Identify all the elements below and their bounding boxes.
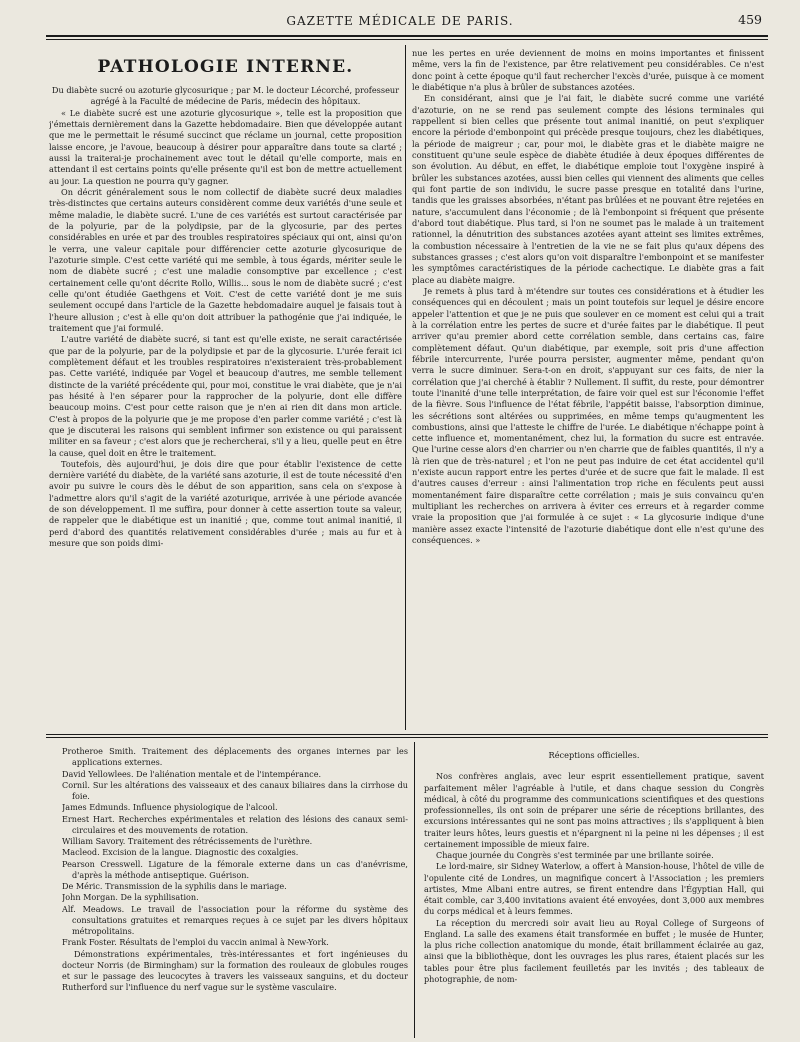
list-item: William Savory. Traitement des rétrécissements de l'urèthre. — [62, 836, 313, 846]
article-left-column — [49, 52, 402, 728]
paragraph: Toutefois, dès aujourd'hui, je dois dire que pour établir l'existence de cette dernière variété du diabète, de la variété sans azoturie, il est de toute nécessité d'en avoir pu suivre le cours dès le début de son apparition, sans cela on s'expose à l'admettre alors qu'il s'agit de la variété azoturique, arrivée à une période avancée de son développement. Il me suffira, pour donner à cette assertion toute sa valeur, de rappeler que le diabétique est un inanitié ; que, comme tout animal inanitié, il perd d'abord des quantités relativement considérables d'urée ; mais au fur et à mesure que son poids dimi- — [49, 458, 402, 549]
paragraph: Chaque journée du Congrès s'est terminée par une brillante soirée. — [436, 850, 714, 860]
column-divider-top — [405, 45, 406, 730]
list-item: De Méric. Transmission de la syphilis dans le mariage. — [62, 881, 287, 891]
paragraph: « Le diabète sucré est une azoturie glycosurique », telle est la proposition que j'émettais dernièrement dans la Gazette hebdomadaire. Bien que développée autant que me le permettait le résumé succinct que réclame un journal, cette proposition laisse encore, je l'avoue, beaucoup à désirer pour apparaître dans toute sa clarté ; aussi la traiterai-je prochainement avec tout le détail qu'elle comporte, mais en attendant il est certains points qu'elle présente qu'il est bon de mettre actuellement au jour. La question ne pourra qu'y gagner. — [49, 107, 402, 186]
list-item: Protheroe Smith. Traitement des déplacements des organes internes par les applications externes. — [62, 746, 408, 768]
article-intro: Du diabète sucré ou azoturie glycosurique ; par M. le docteur Lécorché, professeur agrégé à la Faculté de médecine de Paris, médecin des hôpitaux. — [51, 85, 400, 107]
program-list — [62, 746, 408, 1038]
header-rule — [46, 35, 768, 37]
paragraph: Le lord-maire, sir Sidney Waterlow, a offert à Mansion-house, l'hôtel de ville de l'opulente cité de Londres, un magnifique concert à l'Association ; les premiers artistes, Mme Albani entre autres, se firent entendre dans l'Égyptian Hall, qui était comble, car 3,400 invitations avaient été envoyées, dont 3,000 aux membres du corps médical et à leurs femmes. — [424, 861, 764, 917]
paragraph: Je remets à plus tard à m'étendre sur toutes ces considérations et à étudier les conséquences qui en découlent ; mais un point toutefois sur lequel je désire encore appeler l'attention et que je ne puis que soulever en ce moment est celui qui a trait à la corrélation entre les pertes de sucre et d'urée faites par le diabétique. Il peut arriver qu'au premier abord cette corrélation semble, dans certains cas, faire complètement défaut. Qu'un diabétique, par exemple, soit pris d'une affection fébrile intercurrente, l'urée pourra persister, augmenter même, pendant qu'on verra le sucre diminuer. Sera-t-on en droit, s'appuyant sur ces faits, de nier la corrélation que j'ai cherché à établir ? Nullement. Il suffit, du reste, pour démontrer toute l'inanité d'une telle interprétation, de faire voir quel est sur l'économie l'effet de la fièvre. Sous l'influence de l'état fébrile, l'appétit baisse, l'absorption diminue, les sécrétions sont altérées ou supprimées, en même temps qu'augmentent les combustions, ainsi que l'atteste le chiffre de l'urée. Le diabétique n'échappe point à cette influence et, momentanément, chez lui, la formation du sucre est entravée. Que l'urine cesse alors d'en charrier ou n'en charrie que de faibles quantités, il n'y a là rien que de très-naturel ; et l'on ne peut pas induire de cet état accidentel qu'il n'existe aucun rapport entre les pertes d'urée et de sucre que fait le malade. Il est d'autres causes d'erreur : ainsi l'alimentation trop riche en féculents peut aussi momentanément faire disparaître cette corrélation ; mais je suis convaincu qu'en multipliant les recherches on arrivera à éviter ces erreurs et à regarder comme vraie la proposition que j'ai formulée à ce sujet : « La glycosurie indique d'une manière assez exacte l'intensité de l'azoturie diabétique dont elle n'est qu'une des conséquences. » — [412, 285, 764, 546]
list-item: James Edmunds. Influence physiologique de l'alcool. — [62, 802, 278, 813]
page-number: 459 — [738, 12, 762, 27]
paragraph: On décrit généralement sous le nom collectif de diabète sucré deux maladies très-distinctes que certains auteurs considèrent comme deux variétés d'une seule et même maladie, le diabète sucré. L'une de ces variétés est surtout caractérisée par de la polyurie, par de la polydipsie, par de la glycosurie, par des pertes considérables en urée et par des troubles respiratoires spéciaux qui ont, ainsi qu'on le verra, une valeur capitale pour différencier cette azoturie glycosurique de l'azoturie simple. C'est cette variété qui me semble, à tous égards, mériter seule le nom de diabète sucré ; c'est une maladie consomptive par excellence ; c'est certainement celle qu'ont décrite Rollo, Willis... sous le nom de diabète sucré ; c'est celle qu'ont étudiée Gaethgens et Voit. C'est de cette variété dont je me suis seulement occupé dans l'article de la Gazette hebdomadaire auquel je faisais tout à l'heure allusion ; c'est à elle qu'on doit attribuer la pathogénie que j'ai indiquée, le traitement que j'ai formulé. — [49, 186, 402, 333]
list-item: Démonstrations expérimentales, très-intéressantes et fort ingénieuses du docteur Norris (de Birmingham) sur la formation des rouleaux de globules rouges et sur le passage des leucocytes à travers les vaisseaux sanguins, et du docteur Rutherford sur l'influence du nerf vague sur le système vasculaire. — [62, 948, 408, 993]
section-title: PATHOLOGIE INTERNE. — [97, 57, 354, 77]
receptions-column — [424, 746, 764, 1038]
list-item: Ernest Hart. Recherches expérimentales et relation des lésions des canaux semi-circulaires et des mouvements de rotation. — [62, 813, 408, 835]
list-item: John Morgan. De la syphilisation. — [62, 892, 199, 903]
section-rule — [46, 734, 768, 735]
list-item: Pearson Cresswell. Ligature de la fémorale externe dans un cas d'anévrisme, d'après la méthode antiseptique. Guérison. — [62, 858, 408, 880]
list-item: Cornil. Sur les altérations des vaisseaux et des canaux biliaires dans la cirrhose du foie. — [62, 779, 408, 801]
list-item: Macleod. Excision de la langue. Diagnostic des coxalgies. — [62, 847, 299, 858]
list-item: Frank Foster. Résultats de l'emploi du vaccin animal à New-York. — [62, 937, 329, 948]
receptions-title: Réceptions officielles. — [548, 750, 640, 760]
header-rule-thin — [46, 39, 768, 40]
article-right-column — [412, 48, 764, 728]
list-item: Alf. Meadows. Le travail de l'association pour la réforme du système des consultations gratuites et remarques reçues à ce sujet par les divers hôpitaux métropolitains. — [62, 903, 408, 936]
section-rule-thin — [46, 737, 768, 738]
column-divider-bottom — [414, 742, 415, 1038]
paragraph: La réception du mercredi soir avait lieu au Royal College of Surgeons of England. La salle des examens était transformée en buffet ; le musée de Hunter, la plus riche collection anatomique du monde, était brillamment éclairée au gaz, ainsi que la bibliothèque, dont les ouvrages les plus rares, étaient placés sur les tables pour être plus facilement feuilletés par les invités ; des tableaux de photographie, de nom- — [424, 917, 764, 984]
paragraph: Nos confrères anglais, avec leur esprit essentiellement pratique, savent parfaitement mêler l'agréable à l'utile, et dans chaque session du Congrès médical, à côté du programme des communications scientifiques et des questions professionnelles, ils ont soin de préparer une série de réceptions brillantes, des excursions intéressantes qui ne sont pas moins attractives ; ils s'appliquent à bien traiter leurs hôtes, leurs guestis et n'épargnent ni la peine ni les dépenses ; il est certainement impossible de mieux faire. — [424, 771, 764, 849]
paragraph: nue les pertes en urée deviennent de moins en moins importantes et finissent même, vers la fin de l'existence, par être relativement peu considérables. Ce n'est donc point à cette époque qu'il faut rechercher l'excès d'urée, puisque à ce moment le diabétique n'a plus à brûler de substances azotées. — [412, 48, 764, 92]
journal-title: GAZETTE MÉDICALE DE PARIS. — [286, 14, 514, 28]
paragraph: L'autre variété de diabète sucré, si tant est qu'elle existe, ne serait caractérisée que par de la polyurie, par de la polydipsie et par de la glycosurie. L'urée ferait ici complètement défaut et les troubles respiratoires n'existeraient très-probablement pas. Cette variété, indiquée par Vogel et beaucoup d'autres, me semble tellement distincte de la variété précédente qui, pour moi, constitue le vrai diabète, que je n'ai pas hésité à l'en séparer pour la rapprocher de la polyurie, dont elle diffère beaucoup moins. C'est pour cette raison que je n'en ai rien dit dans mon article. C'est à propos de la polyurie que je me propose d'en parler comme variété ; c'est là que je discuterai les raisons qui semblent infirmer son existence ou qui paraissent militer en sa faveur ; c'est alors que je rechercherai, s'il y a lieu, quelle peut en être la cause, quel doit en être le traitement. — [49, 334, 402, 458]
list-item: David Yellowlees. De l'aliénation mentale et de l'intempérance. — [62, 768, 322, 779]
paragraph: En considérant, ainsi que je l'ai fait, le diabète sucré comme une variété d'azoturie, on ne se rend pas seulement compte des lésions terminales qui rappellent si bien celles que présente tout animal inanitié, on peut s'expliquer encore la période d'embonpoint qui précède presque toujours, chez les diabétiques, la période de maigreur ; car, pour moi, le diabète gras et le diabète maigre ne constituent qu'une seule espèce de diabète étudiée à deux époques différentes de son évolution. Au début, en effet, le diabétique emploie tout l'oxygène inspiré à brûler les substances azotées, aussi bien celles qui viennent des aliments que celles qui font partie de son individu, le sucre passe presque en totalité dans l'urine, tandis que les graisses absorbées, n'étant pas brûlées et ne pouvant être rejetées en nature, s'accumulent dans l'économie ; de là l'embonpoint si fréquent que présente d'abord tout diabétique. Plus tard, si l'on ne soumet pas le malade à un traitement rationnel, la dénutrition des substances azotées ayant atteint ses limites extrêmes, la combustion nécessaire à l'entretien de la vie ne se fait plus qu'aux dépens des substances grasses ; c'est alors qu'on voit disparaître l'embonpoint et se manifester les symptômes caractéristiques de la période cachectique. Le diabète gras a fait place au diabète maigre. — [412, 93, 764, 285]
